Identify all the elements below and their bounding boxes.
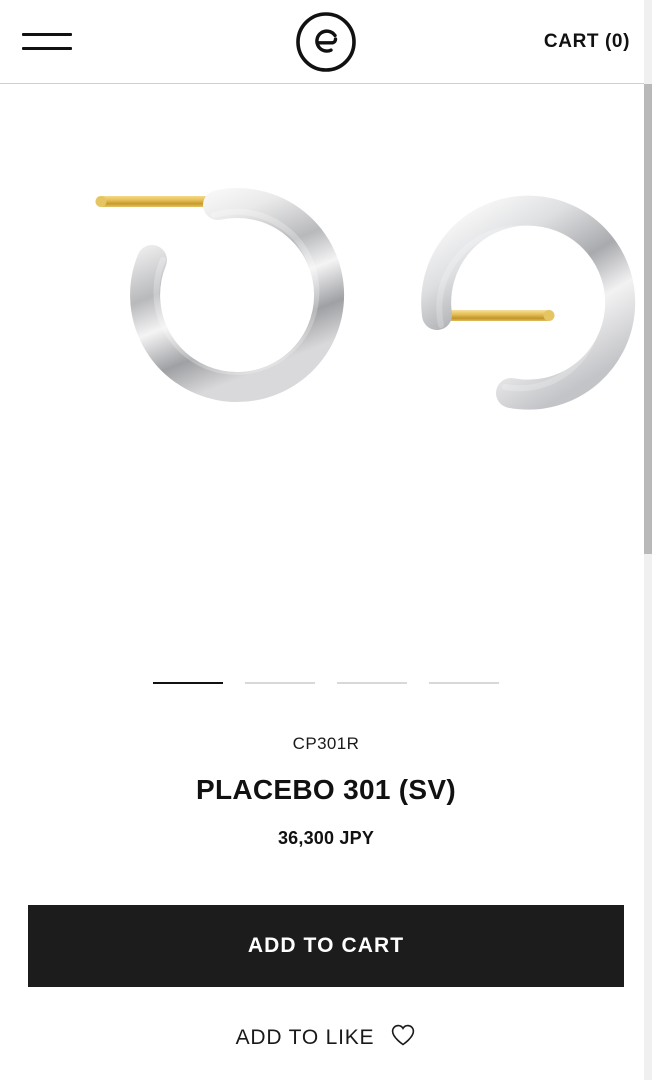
product-image <box>0 84 652 644</box>
product-info <box>0 734 652 849</box>
gallery-pagination[interactable] <box>0 676 652 690</box>
gallery-slide-indicator-2[interactable] <box>245 682 315 684</box>
brand-logo-icon[interactable] <box>295 11 357 73</box>
product-title: PLACEBO 301 (SV) <box>196 774 456 805</box>
gallery-slide-indicator-4[interactable] <box>429 682 499 684</box>
product-image-gallery[interactable] <box>0 84 652 644</box>
page-scrollbar-track[interactable] <box>644 0 652 1080</box>
page-scrollbar-thumb[interactable] <box>644 84 652 554</box>
menu-bar-top <box>22 33 72 36</box>
cart-link[interactable]: CART (0) <box>543 30 630 52</box>
gallery-slide-indicator-3[interactable] <box>337 682 407 684</box>
add-to-cart-button[interactable]: ADD TO CART <box>28 905 624 987</box>
product-sku: CP301R <box>292 734 360 753</box>
heart-outline-icon[interactable] <box>390 1023 416 1052</box>
site-header <box>0 0 652 84</box>
product-price: 36,300 JPY <box>277 828 375 848</box>
add-to-like-label: ADD TO LIKE <box>235 1025 375 1049</box>
hamburger-menu-icon[interactable] <box>22 22 74 62</box>
gallery-slide-indicator-1[interactable] <box>153 682 223 684</box>
add-to-like-button[interactable] <box>0 1023 652 1052</box>
menu-bar-bottom <box>22 47 72 50</box>
